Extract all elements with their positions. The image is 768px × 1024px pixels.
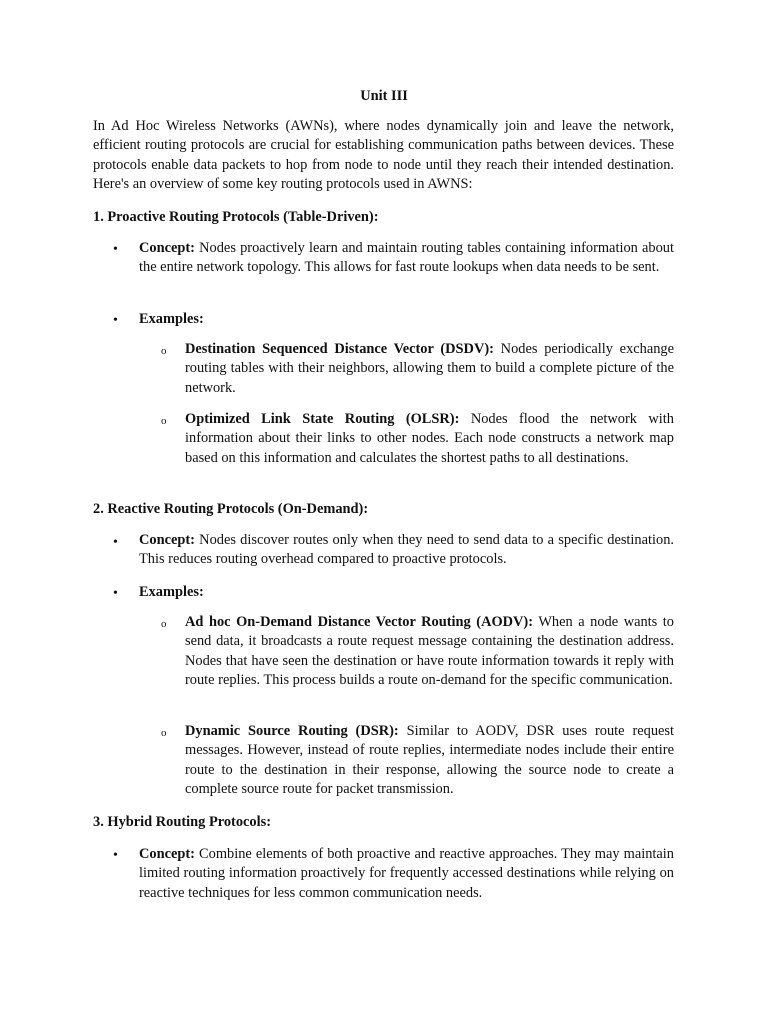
example-text: When a node wants to send data, it broadcasts a route request message containing the destination address. Nodes that have seen the destination or have route information towards it reply with route replies. This process builds a route on-demand for the specific communication. [185, 614, 675, 688]
example-name: Ad hoc On-Demand Distance Vector Routing (AODV): [185, 614, 534, 630]
examples-label: Examples: [139, 584, 204, 600]
concept-proactive [139, 239, 674, 278]
concept-text: Nodes discover routes only when they need to send data to a specific destination. This reduces routing overhead compared to proactive protocols. [139, 532, 674, 568]
bullet-icon: • [113, 313, 118, 328]
example-text: Similar to AODV, DSR uses route request messages. However, instead of route replies, intermediate nodes include their entire route to the destination in their response, allowing the source node to create a complete source route for packet transmission. [185, 723, 674, 797]
examples-label-reactive [139, 583, 674, 602]
section-heading-reactive: 2. Reactive Routing Protocols (On-Demand): [93, 501, 369, 517]
bullet-icon: • [113, 848, 118, 863]
examples-label: Examples: [139, 311, 204, 327]
section-heading-proactive: 1. Proactive Routing Protocols (Table-Driven): [93, 209, 379, 225]
bullet-icon: • [113, 535, 118, 550]
concept-text: Nodes proactively learn and maintain routing tables containing information about the entire network topology. This allows for fast route lookups when data needs to be sent. [139, 240, 674, 276]
example-name: Optimized Link State Routing (OLSR): [185, 411, 460, 427]
example-name: Destination Sequenced Distance Vector (DSDV): [185, 341, 494, 357]
bullet-icon: • [113, 586, 118, 601]
section-heading-hybrid: 3. Hybrid Routing Protocols: [93, 814, 272, 830]
examples-label-proactive [139, 310, 674, 329]
sub-bullet-icon: o [161, 727, 167, 739]
example-olsr [185, 410, 674, 468]
bullet-icon: • [113, 242, 118, 257]
example-dsdv [185, 340, 674, 398]
page-title: Unit III [360, 88, 408, 104]
concept-text: Combine elements of both proactive and reactive approaches. They may maintain limited routing information proactively for frequently accessed destinations while relying on reactive techniques for less common communication needs. [139, 846, 674, 901]
intro-paragraph: In Ad Hoc Wireless Networks (AWNs), where nodes dynamically join and leave the network, efficient routing protocols are crucial for establishing communication paths between devices. These protocols enable data packets to hop from node to node until they reach their intended destination. Here's an overview of some key routing protocols used in AWNS: [93, 118, 674, 192]
example-name: Dynamic Source Routing (DSR): [185, 723, 399, 739]
sub-bullet-icon: o [161, 415, 167, 427]
concept-label: Concept: [139, 846, 195, 862]
sub-bullet-icon: o [161, 618, 167, 630]
example-aodv [185, 613, 674, 690]
concept-label: Concept: [139, 240, 195, 256]
concept-label: Concept: [139, 532, 195, 548]
example-text: Nodes flood the network with information about their links to other nodes. Each node constructs a network map based on this information and calculates the shortest paths to all destinations. [185, 411, 674, 466]
sub-bullet-icon: o [161, 345, 167, 357]
example-text: Nodes periodically exchange routing tables with their neighbors, allowing them to build a complete picture of the network. [185, 341, 675, 396]
concept-reactive [139, 531, 674, 570]
concept-hybrid [139, 845, 674, 903]
example-dsr [185, 722, 674, 799]
